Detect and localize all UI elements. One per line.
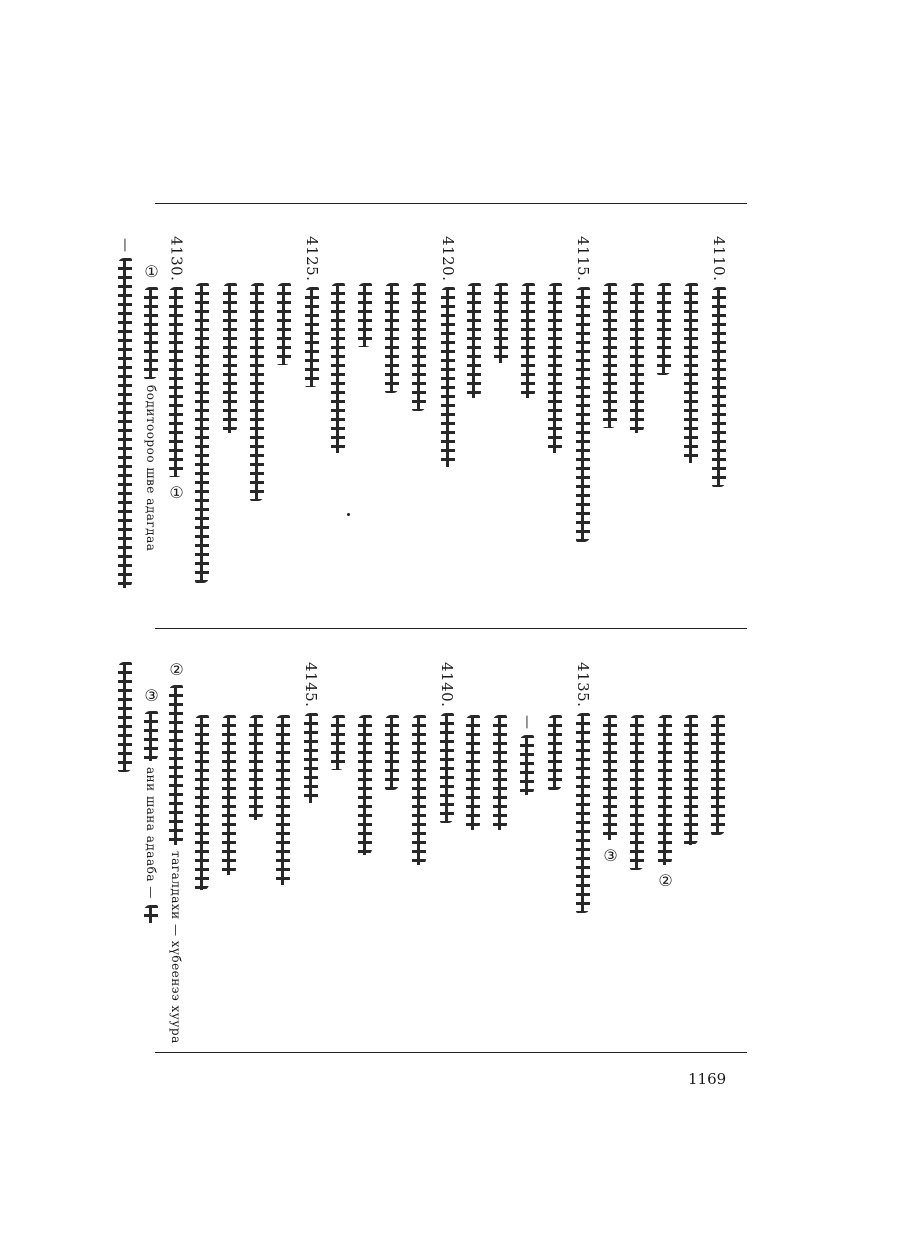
mongolian-script-line (385, 715, 399, 790)
verse-line (439, 662, 454, 823)
mongolian-script-line (331, 283, 345, 453)
line-number: 4120. (439, 236, 457, 282)
mongolian-script-line (118, 258, 132, 588)
mongolian-script-line (657, 283, 671, 375)
stray-dot (347, 513, 350, 516)
mongolian-script-line (358, 283, 372, 347)
verse-line (657, 283, 671, 375)
verse-line (440, 236, 455, 467)
mongolian-script-line (440, 713, 454, 823)
mongolian-script-line (658, 715, 672, 865)
verse-line (331, 715, 345, 770)
line-number: 4125. (303, 236, 321, 282)
mongolian-script-line (276, 715, 290, 885)
mongolian-script-line (412, 715, 426, 865)
mongolian-script-line (711, 715, 725, 835)
mongolian-script-line (249, 715, 263, 820)
verse-line (630, 715, 644, 870)
middle-rule (155, 628, 747, 629)
mongolian-script-line (223, 283, 237, 433)
verse-line (711, 715, 725, 835)
mongolian-script-line (144, 287, 158, 379)
verse-line (412, 715, 426, 865)
line-number: 4130. (167, 236, 186, 282)
verse-line (684, 283, 698, 463)
mongolian-script-line (684, 715, 698, 845)
mongolian-script-line (466, 715, 480, 830)
footnote-3-gloss: ани шана адааба — (144, 767, 158, 899)
mongolian-script-line (277, 283, 291, 365)
mongolian-script-line (520, 735, 534, 795)
mongolian-script-line (144, 905, 158, 923)
mongolian-script-line (467, 283, 481, 398)
verse-line (385, 715, 399, 790)
verse-line (195, 715, 209, 890)
mongolian-script-line (195, 715, 209, 890)
footnote-1-marker: ① (142, 262, 161, 281)
verse-dash: — (519, 715, 535, 729)
verse-line (548, 283, 562, 453)
verse-line (602, 715, 618, 865)
footnote-2-gloss: тагалдахи — хүбеенээ хуура (169, 851, 183, 1044)
footnote-2 (168, 660, 184, 1044)
verse-line (575, 662, 590, 913)
verse-line (303, 662, 318, 803)
verse-line (603, 283, 617, 428)
verse-line (358, 283, 372, 347)
verse-line (548, 715, 562, 790)
verse-line (684, 715, 698, 845)
mongolian-script-line (548, 283, 562, 453)
verse-line (249, 715, 263, 820)
verse-line (331, 283, 345, 453)
top-rule (155, 203, 747, 204)
mongolian-script-line (493, 715, 507, 830)
mongolian-script-line (305, 287, 319, 387)
verse-line (358, 715, 372, 855)
mongolian-script-line (684, 283, 698, 463)
verse-line (493, 715, 507, 830)
mongolian-script-line (494, 283, 508, 363)
verse-line (520, 715, 534, 795)
mongolian-script-line (630, 715, 644, 870)
footnote-2-ref-marker: ② (656, 871, 675, 890)
mongolian-script-line (195, 283, 209, 583)
upper-header-line (118, 238, 132, 588)
mongolian-script-line (144, 711, 158, 761)
header-dash: — (117, 238, 133, 252)
footnote-3-ref-marker: ③ (601, 846, 620, 865)
mongolian-script-line (441, 287, 455, 467)
mongolian-script-line (169, 685, 183, 845)
page-number: 1169 (688, 1070, 727, 1088)
verse-line (711, 236, 726, 487)
verse-line (250, 283, 264, 501)
mongolian-script-line (358, 715, 372, 855)
mongolian-script-line (576, 287, 590, 542)
verse-line (466, 715, 480, 830)
verse-line (222, 715, 236, 875)
footnote-3-marker: ③ (142, 686, 161, 705)
verse-line (494, 283, 508, 363)
footnote-2-marker: ② (167, 660, 186, 679)
verse-line (412, 283, 426, 411)
mongolian-script-line (412, 283, 426, 411)
mongolian-script-line (630, 283, 644, 433)
mongolian-script-line (603, 283, 617, 428)
mongolian-script-line (118, 662, 132, 772)
bottom-rule (155, 1052, 747, 1053)
footnote-3 (143, 686, 159, 923)
mongolian-script-line (576, 713, 590, 913)
verse-line (276, 715, 290, 885)
verse-line (385, 283, 399, 393)
verse-line (168, 236, 184, 502)
line-number: 4145. (302, 662, 320, 708)
mongolian-script-line (521, 283, 535, 398)
mongolian-script-line (712, 287, 726, 487)
footnote-1-gloss: бодитоороо шве адагдаа (144, 385, 158, 552)
line-number: 4115. (574, 236, 592, 282)
verse-line (630, 283, 644, 433)
mongolian-script-line (222, 715, 236, 875)
mongolian-script-line (169, 287, 183, 477)
mongolian-script-line (603, 715, 617, 840)
verse-line (304, 236, 319, 387)
verse-line (118, 662, 132, 772)
verse-line (521, 283, 535, 398)
footnote-1 (143, 262, 159, 551)
verse-line (575, 236, 590, 542)
line-number: 4110. (710, 236, 728, 282)
verse-line (195, 283, 209, 583)
mongolian-script-line (331, 715, 345, 770)
verse-line (467, 283, 481, 398)
mongolian-script-line (548, 715, 562, 790)
verse-line (277, 283, 291, 365)
verse-line (223, 283, 237, 433)
verse-line (657, 715, 673, 890)
mongolian-script-line (250, 283, 264, 501)
line-number: 4140. (438, 662, 456, 708)
mongolian-script-line (385, 283, 399, 393)
line-number: 4135. (574, 662, 592, 708)
footnote-1-ref-marker: ① (167, 483, 186, 503)
mongolian-script-line (304, 713, 318, 803)
